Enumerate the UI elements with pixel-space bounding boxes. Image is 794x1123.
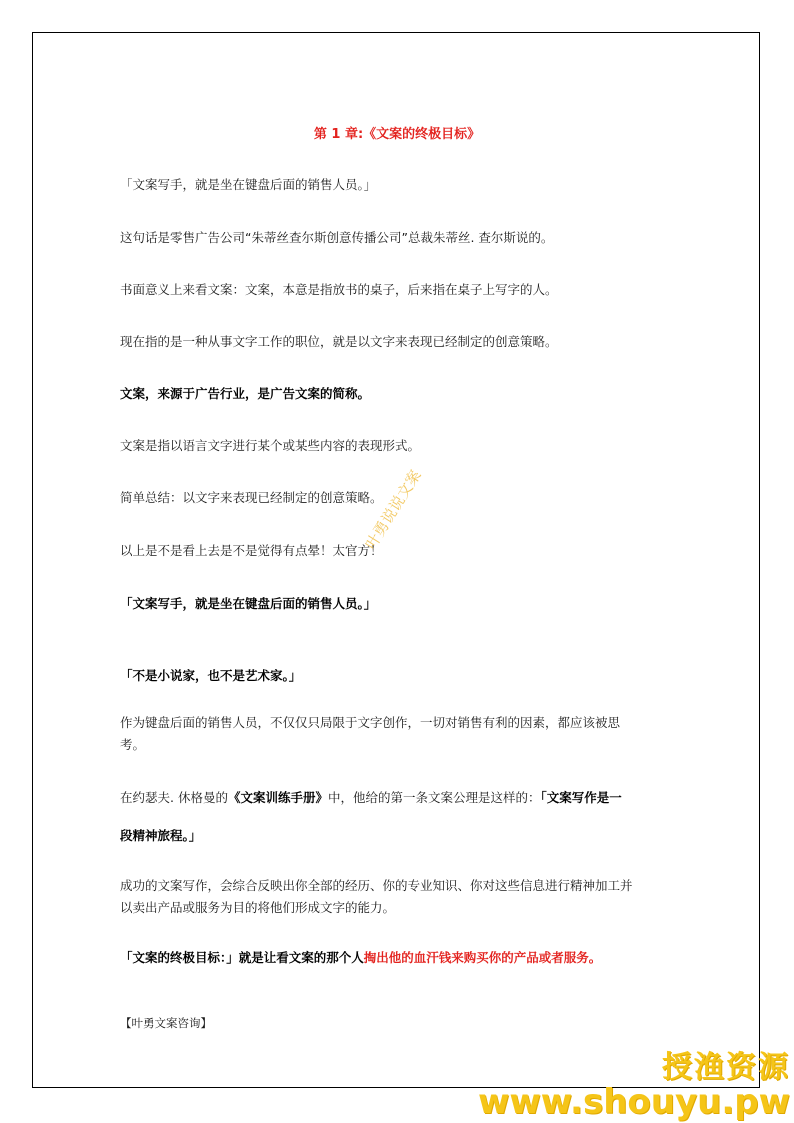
paragraph-14-highlight: 掏出他的血汗钱来购买你的产品或者服务。 — [363, 950, 602, 965]
paragraph-12-line-1 — [120, 788, 680, 808]
paragraph-14-text-a: 「文案的终极目标：」就是让看文案的那个人 — [120, 950, 364, 965]
paragraph-13-line-1: 成功的文案写作，会综合反映出你全部的经历、你的专业知识、你对这些信息进行精神加工并 — [120, 878, 633, 893]
paragraph-2: 这句话是零售广告公司“朱蒂丝查尔斯创意传播公司”总裁朱蒂丝. 查尔斯说的。 — [120, 230, 554, 245]
paragraph-12-line-2: 段精神旅程。」 — [120, 828, 202, 843]
corner-watermark-url: www.shouyu.pw — [477, 1082, 790, 1122]
paragraph-6: 文案是指以语言文字进行某个或某些内容的表现形式。 — [120, 438, 421, 453]
paragraph-5: 文案，来源于广告行业，是广告文案的简称。 — [120, 386, 371, 401]
paragraph-11-line-2: 考。 — [120, 737, 146, 752]
paragraph-7: 简单总结：以文字来表现已经制定的创意策略。 — [120, 490, 383, 505]
paragraph-8: 以上是不是看上去是不是觉得有点晕！太官方！ — [120, 543, 383, 558]
paragraph-10: 「不是小说家，也不是艺术家。」 — [120, 668, 302, 683]
paragraph-12-text-c: 中，他给的第一条文案公理是这样的： — [327, 790, 541, 805]
signature-tag: 【叶勇文案咨询】 — [120, 1016, 212, 1030]
paragraph-9: 「文案写手，就是坐在键盘后面的销售人员。」 — [120, 596, 377, 611]
paragraph-11-line-1: 作为键盘后面的销售人员，不仅仅只局限于文字创作，一切对销售有利的因素，都应该被思 — [120, 715, 621, 730]
paragraph-14 — [120, 948, 680, 968]
book-title: 《文案训练手册》 — [227, 790, 328, 805]
paragraph-3: 书面意义上来看文案：文案，本意是指放书的桌子，后来指在桌子上写字的人。 — [120, 282, 558, 297]
axiom-quote-start: 「文案写作是一 — [540, 790, 622, 805]
paragraph-13-line-2: 以卖出产品或服务为目的将他们形成文字的能力。 — [120, 900, 396, 915]
diagonal-watermark: 叶勇说说文案 — [361, 466, 425, 553]
paragraph-4: 现在指的是一种从事文字工作的职位，就是以文字来表现已经制定的创意策略。 — [120, 334, 558, 349]
chapter-title: 第 1 章:《文案的终极目标》 — [313, 127, 481, 142]
corner-watermark-title: 授渔资源 — [662, 1050, 790, 1085]
paragraph-12-text-a: 在约瑟夫. 休格曼的 — [120, 790, 228, 805]
paragraph-1: 「文案写手，就是坐在键盘后面的销售人员。」 — [120, 177, 377, 192]
